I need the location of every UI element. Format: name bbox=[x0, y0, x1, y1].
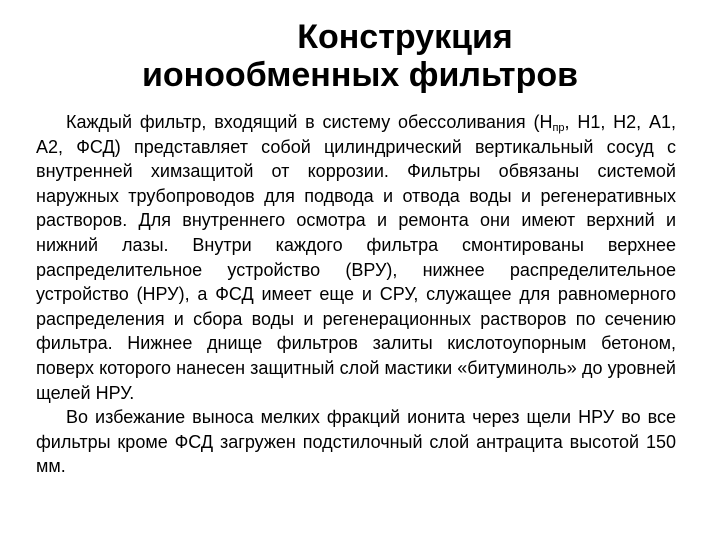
paragraph-2: Во избежание выноса мелких фракций ионита через щели НРУ во все фильтры кроме ФСД загружен подстилочный слой антрацита высотой 150 мм. bbox=[36, 407, 676, 477]
paragraph-1-part2: , Н1, Н2, А1, А2, ФСД) представляет собой цилиндрический вертикальный сосуд с внутренней химзащитой от коррозии. Фильтры обвязаны системой наружных трубопроводов для подвода и отвода воды и регенеративных растворов. Для внутреннего осмотра и ремонта они имеют верхний и нижний лазы. Внутри каждого фильтра смонтированы верхнее распределительное устройство (ВРУ), нижнее распределительное устройство (НРУ), а ФСД имеет еще и СРУ, служащее для равномерного распределения и сбора воды и регенерационных растворов по сечению фильтра. Нижнее днище фильтров залиты кислотоупорным бетоном, поверх которого нанесен защитный слой мастики «битуминоль» до уровней щелей НРУ. bbox=[36, 112, 677, 403]
paragraph-1-subscript: пр bbox=[552, 122, 565, 134]
slide-title-line2: ионообменных фильтров bbox=[141, 56, 579, 94]
paragraph-1-part1: Каждый фильтр, входящий в систему обессоливания (Н bbox=[66, 112, 553, 132]
slide-title bbox=[60, 18, 660, 94]
paragraph-1 bbox=[36, 110, 676, 405]
slide-body bbox=[36, 110, 676, 479]
slide-title-line1: Конструкция bbox=[297, 18, 513, 56]
